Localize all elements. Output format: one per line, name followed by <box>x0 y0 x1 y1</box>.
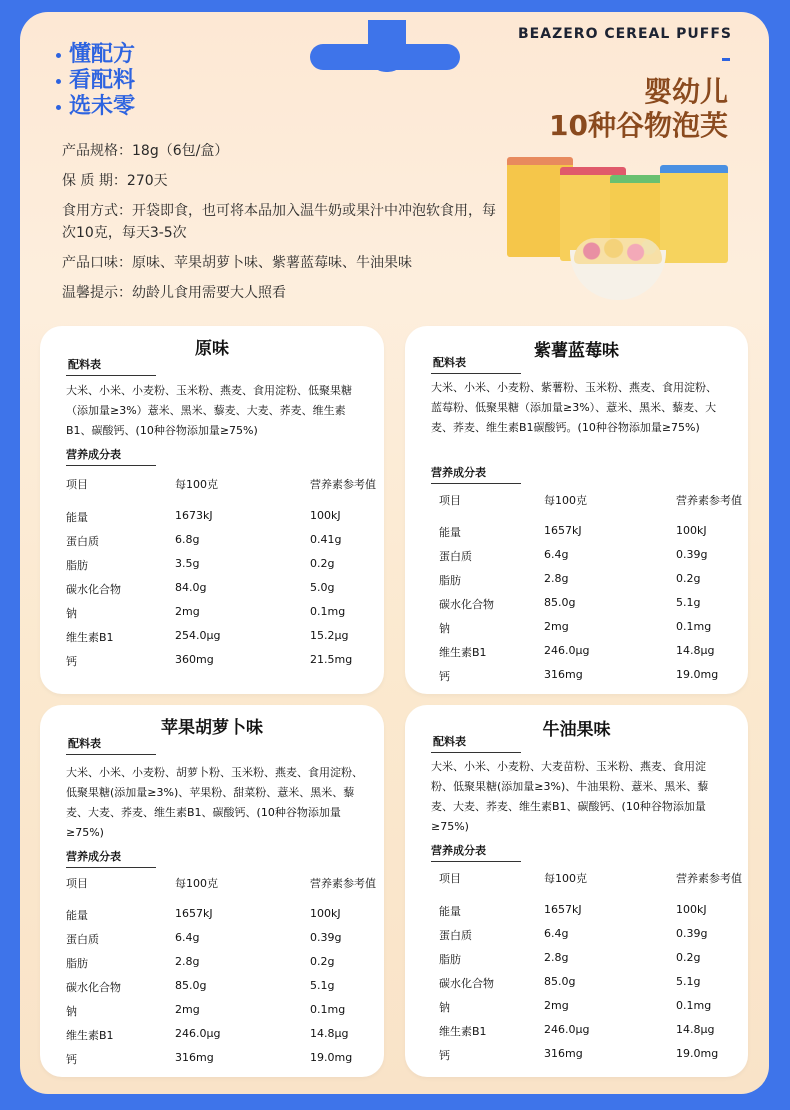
nutrition-cell: 0.39g <box>676 548 708 561</box>
info-key: 产品口味： <box>62 255 132 271</box>
nutrition-cell: 能量 <box>439 526 461 539</box>
nutrition-underline <box>66 465 156 466</box>
nutrition-cell: 钙 <box>66 655 77 668</box>
ingredients-underline <box>66 375 156 376</box>
nutrition-cell: 钙 <box>439 1049 450 1062</box>
info-key: 食用方式： <box>62 203 132 219</box>
nutrition-cell: 6.4g <box>544 548 569 561</box>
info-key: 温馨提示： <box>62 285 132 301</box>
nutrition-cell: 钠 <box>439 622 450 635</box>
ingredients-label: 配料表 <box>68 737 101 750</box>
bullet-item <box>56 94 135 120</box>
nutrition-cell: 1657kJ <box>175 907 213 920</box>
flavor-card <box>40 705 384 1077</box>
bullet-text: 懂配方 <box>69 42 136 67</box>
nutrition-cell: 蛋白质 <box>439 929 472 942</box>
nutrition-cell: 254.0μg <box>175 629 221 642</box>
nutrition-cell: 2mg <box>175 605 200 618</box>
nutrition-cell: 0.2g <box>310 557 335 570</box>
nutrition-cell: 246.0μg <box>544 644 590 657</box>
nutrition-cell: 钠 <box>66 1005 77 1018</box>
brand-dash <box>722 58 730 61</box>
nutrition-cell: 0.1mg <box>310 605 346 618</box>
bullet-text: 选未零 <box>69 94 136 119</box>
nutrition-cell: 0.41g <box>310 533 342 546</box>
nutrition-cell: 5.1g <box>310 979 335 992</box>
info-row <box>62 252 502 274</box>
nutrition-header-cell: 项目 <box>439 494 461 507</box>
ingredients-underline <box>431 752 521 753</box>
ingredients-label: 配料表 <box>433 356 466 369</box>
info-key: 产品规格： <box>62 143 132 159</box>
nutrition-cell: 2mg <box>175 1003 200 1016</box>
nutrition-cell: 维生素B1 <box>439 1025 487 1038</box>
info-value: 18g（6包/盒） <box>132 143 229 159</box>
ingredients-label: 配料表 <box>68 358 101 371</box>
nutrition-cell: 85.0g <box>544 596 576 609</box>
info-row <box>62 140 502 162</box>
nutrition-cell: 蛋白质 <box>66 933 99 946</box>
nutrition-header-cell: 营养素参考值 <box>676 872 742 885</box>
nutrition-cell: 316mg <box>544 1047 583 1060</box>
nutrition-cell: 蛋白质 <box>66 535 99 548</box>
product-title-line1: 婴幼儿 <box>643 75 728 108</box>
flavor-card <box>405 326 748 694</box>
info-value: 原味、苹果胡萝卜味、紫薯蓝莓味、牛油果味 <box>132 255 412 271</box>
nutrition-cell: 14.8μg <box>676 1023 715 1036</box>
nutrition-underline <box>431 861 521 862</box>
nutrition-cell: 0.1mg <box>310 1003 346 1016</box>
info-value: 幼龄儿食用需要大人照看 <box>132 285 286 301</box>
nutrition-cell: 维生素B1 <box>439 646 487 659</box>
nutrition-cell: 碳水化合物 <box>439 977 494 990</box>
nutrition-cell: 100kJ <box>676 524 707 537</box>
nutrition-cell: 100kJ <box>676 903 707 916</box>
nutrition-cell: 14.8μg <box>310 1027 349 1040</box>
info-row <box>62 200 502 244</box>
nutrition-cell: 0.2g <box>310 955 335 968</box>
bullet-dot-icon <box>56 53 61 58</box>
nutrition-label: 营养成分表 <box>431 466 486 479</box>
nutrition-underline <box>66 867 156 868</box>
nutrition-cell: 碳水化合物 <box>66 583 121 596</box>
ingredients-label: 配料表 <box>433 735 466 748</box>
nutrition-cell: 蛋白质 <box>439 550 472 563</box>
nutrition-cell: 维生素B1 <box>66 631 114 644</box>
nutrition-header-cell: 每100克 <box>544 872 587 885</box>
nutrition-header-cell: 项目 <box>66 877 88 890</box>
nutrition-underline <box>431 483 521 484</box>
card-title: 原味 <box>195 339 229 359</box>
nutrition-cell: 钠 <box>439 1001 450 1014</box>
nutrition-cell: 6.4g <box>175 931 200 944</box>
nutrition-cell: 2.8g <box>175 955 200 968</box>
bullet-item <box>56 68 135 94</box>
nutrition-cell: 5.0g <box>310 581 335 594</box>
nutrition-cell: 能量 <box>66 909 88 922</box>
info-row <box>62 282 502 304</box>
nutrition-header-cell: 项目 <box>66 478 88 491</box>
nutrition-cell: 15.2μg <box>310 629 349 642</box>
ingredients-underline <box>66 754 156 755</box>
nutrition-cell: 3.5g <box>175 557 200 570</box>
nutrition-cell: 85.0g <box>544 975 576 988</box>
nutrition-cell: 钙 <box>66 1053 77 1066</box>
nutrition-cell: 14.8μg <box>676 644 715 657</box>
ingredients-text: 大米、小米、小麦粉、玉米粉、燕麦、食用淀粉、低聚果糖（添加量≥3%）薏米、黑米、藜麦、大麦、荞麦、维生素B1、碳酸钙、(10种谷物添加量≥75%) <box>66 384 352 437</box>
bullet-item <box>56 42 135 68</box>
nutrition-header-cell: 每100克 <box>175 877 218 890</box>
nutrition-cell: 2.8g <box>544 951 569 964</box>
nutrition-cell: 19.0mg <box>676 668 719 681</box>
nutrition-cell: 脂肪 <box>439 953 461 966</box>
info-value: 开袋即食，也可将本品加入温牛奶或果汁中冲泡软食用，每次10克，每天3-5次 <box>62 203 496 241</box>
top-blue-bar <box>310 44 460 70</box>
nutrition-cell: 100kJ <box>310 907 341 920</box>
info-key: 保 质 期： <box>62 173 127 189</box>
puffs <box>574 238 662 264</box>
nutrition-cell: 钙 <box>439 670 450 683</box>
nutrition-cell: 5.1g <box>676 975 701 988</box>
nutrition-cell: 能量 <box>439 905 461 918</box>
product-title-line2: 10种谷物泡芙 <box>549 109 728 142</box>
ingredients-text: 大米、小米、小麦粉、大麦苗粉、玉米粉、燕麦、食用淀粉、低聚果糖(添加量≥3%)、牛油果粉、薏米、黑米、藜麦、大麦、荞麦、维生素B1、碳酸钙、(10种谷物添加量≥75%) <box>431 760 709 833</box>
info-value: 270天 <box>126 173 168 189</box>
bullet-dot-icon <box>56 105 61 110</box>
nutrition-label: 营养成分表 <box>66 448 121 461</box>
nutrition-cell: 2.8g <box>544 572 569 585</box>
nutrition-cell: 0.39g <box>676 927 708 940</box>
nutrition-cell: 脂肪 <box>66 559 88 572</box>
nutrition-cell: 21.5mg <box>310 653 353 666</box>
nutrition-cell: 84.0g <box>175 581 207 594</box>
nutrition-header-cell: 营养素参考值 <box>676 494 742 507</box>
nutrition-cell: 6.8g <box>175 533 200 546</box>
nutrition-header-cell: 营养素参考值 <box>310 478 376 491</box>
nutrition-cell: 钠 <box>66 607 77 620</box>
nutrition-cell: 0.2g <box>676 572 701 585</box>
nutrition-label: 营养成分表 <box>431 844 486 857</box>
ingredients-text: 大米、小米、小麦粉、紫薯粉、玉米粉、燕麦、食用淀粉、蓝莓粉、低聚果糖（添加量≥3%）、薏米、黑米、藜麦、大麦、荞麦、维生素B1碳酸钙。(10种谷物添加量≥75%) <box>431 381 717 434</box>
nutrition-cell: 19.0mg <box>310 1051 353 1064</box>
info-row <box>62 170 502 192</box>
nutrition-cell: 5.1g <box>676 596 701 609</box>
product-box <box>660 165 728 263</box>
nutrition-cell: 100kJ <box>310 509 341 522</box>
nutrition-cell: 2mg <box>544 620 569 633</box>
flavor-card <box>405 705 748 1077</box>
nutrition-cell: 碳水化合物 <box>66 981 121 994</box>
nutrition-cell: 碳水化合物 <box>439 598 494 611</box>
product-info <box>62 140 502 312</box>
nutrition-cell: 316mg <box>175 1051 214 1064</box>
nutrition-cell: 246.0μg <box>544 1023 590 1036</box>
nutrition-cell: 360mg <box>175 653 214 666</box>
nutrition-cell: 6.4g <box>544 927 569 940</box>
flavor-card <box>40 326 384 694</box>
nutrition-label: 营养成分表 <box>66 850 121 863</box>
nutrition-header-cell: 项目 <box>439 872 461 885</box>
nutrition-cell: 0.1mg <box>676 999 712 1012</box>
ingredients-text: 大米、小米、小麦粉、胡萝卜粉、玉米粉、燕麦、食用淀粉、低聚果糖(添加量≥3%)、苹果粉、甜菜粉、薏米、黑米、藜麦、大麦、荞麦、维生素B1、碳酸钙、(10种谷物添加量≥75%) <box>66 766 363 839</box>
nutrition-cell: 2mg <box>544 999 569 1012</box>
card-title: 牛油果味 <box>542 720 611 740</box>
nutrition-cell: 316mg <box>544 668 583 681</box>
nutrition-cell: 0.2g <box>676 951 701 964</box>
ingredients-underline <box>431 373 521 374</box>
nutrition-cell: 0.1mg <box>676 620 712 633</box>
nutrition-cell: 1657kJ <box>544 903 582 916</box>
feature-bullets <box>56 42 135 120</box>
nutrition-cell: 脂肪 <box>66 957 88 970</box>
nutrition-cell: 维生素B1 <box>66 1029 114 1042</box>
nutrition-cell: 0.39g <box>310 931 342 944</box>
nutrition-header-cell: 每100克 <box>175 478 218 491</box>
nutrition-header-cell: 营养素参考值 <box>310 877 376 890</box>
nutrition-cell: 能量 <box>66 511 88 524</box>
nutrition-header-cell: 每100克 <box>544 494 587 507</box>
nutrition-cell: 85.0g <box>175 979 207 992</box>
nutrition-cell: 246.0μg <box>175 1027 221 1040</box>
brand-name: BEAZERO CEREAL PUFFS <box>518 26 732 42</box>
nutrition-cell: 1673kJ <box>175 509 213 522</box>
nutrition-cell: 19.0mg <box>676 1047 719 1060</box>
bullet-text: 看配料 <box>69 68 136 93</box>
bullet-dot-icon <box>56 79 61 84</box>
nutrition-cell: 1657kJ <box>544 524 582 537</box>
nutrition-cell: 脂肪 <box>439 574 461 587</box>
card-title: 苹果胡萝卜味 <box>161 718 263 738</box>
card-title: 紫薯蓝莓味 <box>534 341 619 361</box>
